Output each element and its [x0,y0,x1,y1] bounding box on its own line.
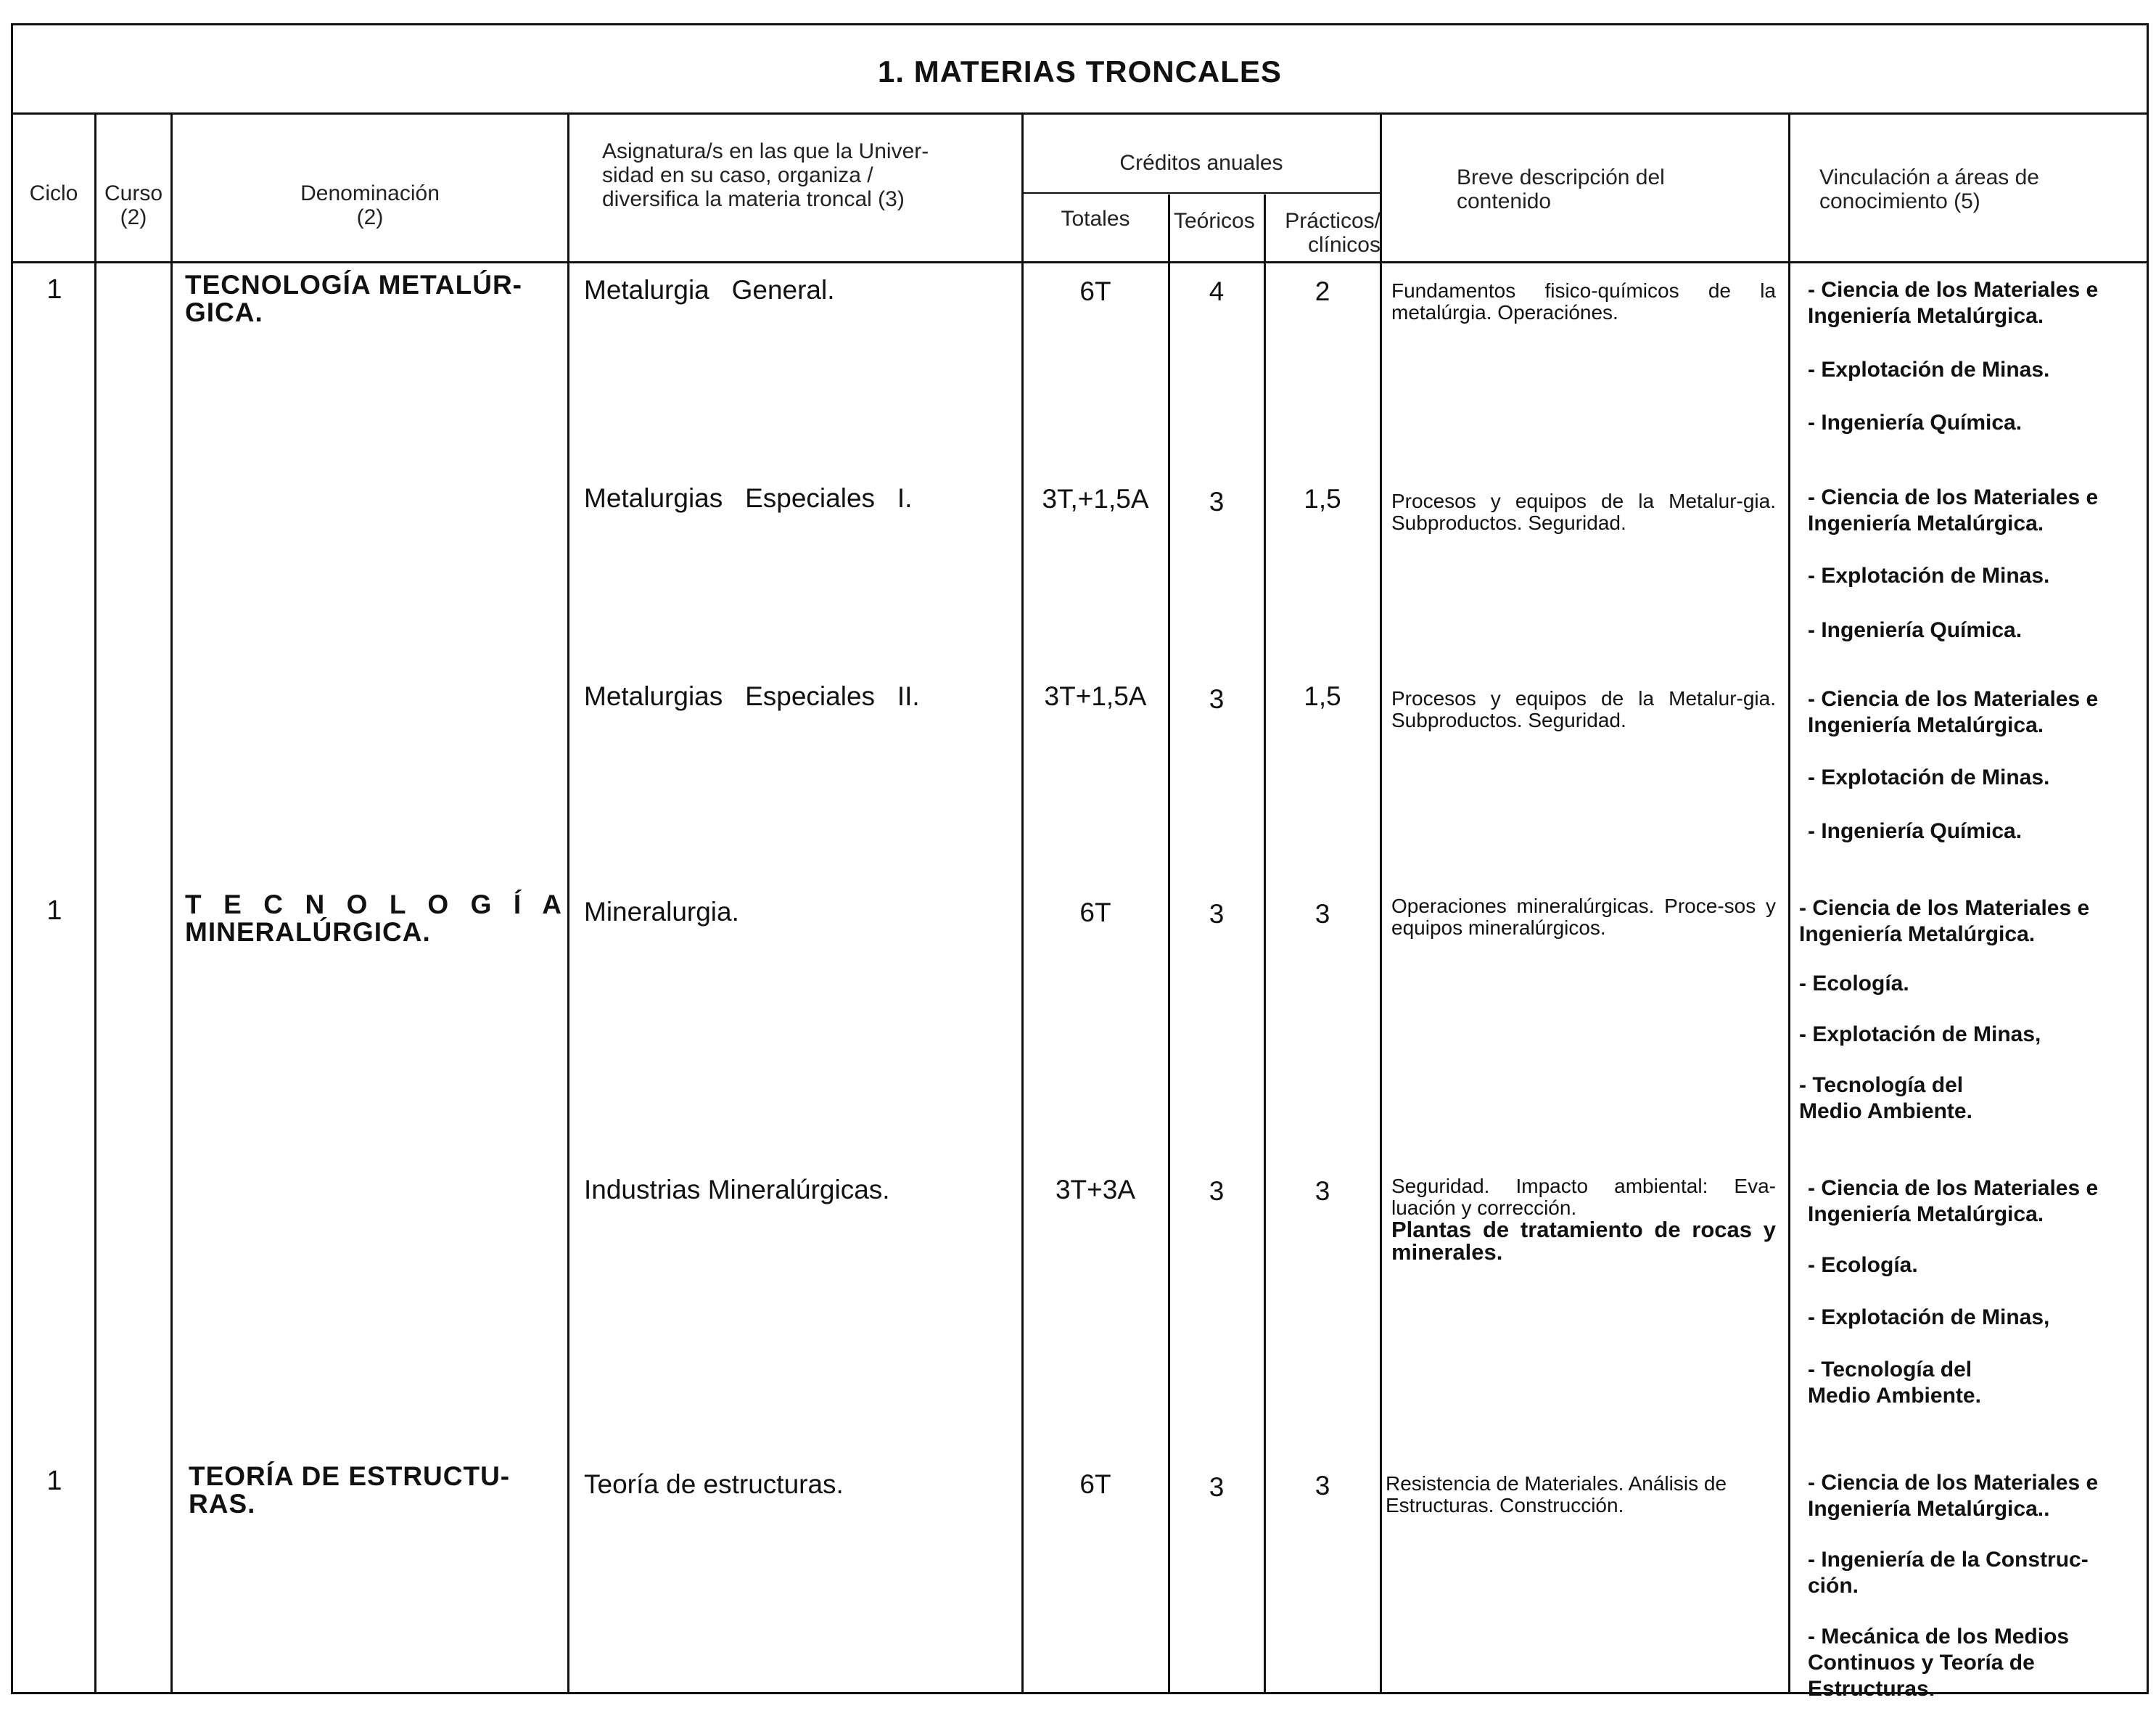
row6-descripcion: Resistencia de Materiales. Análisis de Estructuras. Construcción. [1386,1472,1727,1516]
header-denominacion-note: (2) [356,205,384,229]
row6-vinculacion-3: - Mecánica de los Medios Continuos y Teoría de Estructuras. [1808,1625,2070,1701]
row2-totales: 3T,+1,5A [1042,484,1149,514]
row1-vinculacion-3: - Ingeniería Química. [1808,411,2023,435]
row5-vinculacion-1: - Ciencia de los Materiales e Ingeniería Metalúrgica. [1808,1176,2099,1226]
creditos-header-divider [1023,192,1382,194]
header-curso [96,181,170,229]
row4-descripcion: Operaciones mineralúrgicas. Proce-sos y equipos mineralúrgicos. [1391,895,1776,939]
row4-teoricos: 3 [1209,899,1225,929]
row3-vinculacion-3: - Ingeniería Química. [1808,819,2023,843]
row5-descripcion [1391,1175,1776,1264]
row4-vinculacion-1: - Ciencia de los Materiales e Ingeniería Metalúrgica. [1799,896,2090,946]
header-practicos: Prácticos/ clínicos [1285,209,1381,257]
row5-vinculacion-2: - Ecología. [1808,1253,1918,1277]
col-divider-descripcion [1788,112,1790,1694]
header-denominacion-label: Denominación [300,181,440,205]
row6-asignatura: Teoría de estructuras. [584,1469,844,1499]
row3-teoricos: 3 [1209,684,1225,714]
row5-asignatura: Industrias Mineralúrgicas. [584,1175,890,1204]
row6-vinculacion-1: - Ciencia de los Materiales e Ingeniería Metalúrgica.. [1808,1471,2099,1521]
row4-vinculacion-4: - Tecnología del Medio Ambiente. [1799,1073,1972,1123]
header-asignaturas: Asignatura/s en las que la Univer- sidad en su caso, organiza / diversifica la materia troncal (3) [602,139,929,211]
row4-vinculacion-3: - Explotación de Minas, [1799,1022,2041,1046]
row2-vinculacion-1: - Ciencia de los Materiales e Ingeniería Metalúrgica. [1808,485,2099,535]
row3-vinculacion-2: - Explotación de Minas. [1808,765,2050,789]
row2-teoricos: 3 [1209,487,1225,517]
row3-practicos: 1,5 [1304,681,1341,711]
header-vinculacion: Vinculación a áreas de conocimiento (5) [1819,165,2039,213]
col-divider-denominacion [567,112,569,1694]
row6-teoricos: 3 [1209,1472,1225,1502]
row2-vinculacion-3: - Ingeniería Química. [1808,618,2023,642]
row6-denominacion: TEORÍA DE ESTRUCTU- RAS. [189,1461,511,1519]
header-creditos: Créditos anuales [1119,151,1283,175]
row5-teoricos: 3 [1209,1176,1225,1206]
row5-descripcion-bold: Plantas de tratamiento de rocas y minerales. [1391,1217,1776,1265]
row6-totales: 6T [1079,1469,1111,1499]
header-curso-label: Curso [104,181,163,205]
row3-asignatura: Metalurgias Especiales II. [584,681,920,711]
row4-totales: 6T [1079,898,1111,927]
row2-vinculacion-2: - Explotación de Minas. [1808,564,2050,588]
title-bottom-border [11,112,2149,115]
row1-totales: 6T [1079,276,1111,306]
row4-vinculacion-2: - Ecología. [1799,972,1909,995]
row1-ciclo: 1 [46,274,62,305]
row5-vinculacion-4: - Tecnología del Medio Ambiente. [1808,1358,1981,1408]
header-denominacion [173,181,567,229]
row5-totales: 3T+3A [1055,1175,1136,1204]
row3-totales: 3T+1,5A [1044,681,1147,711]
row2-asignatura: Metalurgias Especiales I. [584,483,913,513]
row4-ciclo: 1 [46,895,62,926]
row6-vinculacion-2: - Ingeniería de la Construc-ción. [1808,1548,2089,1598]
top-border [11,23,2149,25]
row6-practicos: 3 [1314,1471,1330,1501]
row4-denominacion-line1: T E C N O L O G Í A [185,890,562,919]
row3-vinculacion-1: - Ciencia de los Materiales e Ingeniería Metalúrgica. [1808,687,2099,737]
row4-practicos: 3 [1314,899,1330,929]
row4-denominacion-line2: MINERALÚRGICA. [185,917,431,947]
row2-practicos: 1,5 [1304,484,1341,514]
row6-ciclo: 1 [46,1466,62,1496]
row4-asignatura: Mineralurgia. [584,897,739,927]
left-border [11,23,13,1694]
row1-vinculacion-1: - Ciencia de los Materiales e Ingeniería Metalúrgica. [1808,278,2099,328]
row2-descripcion: Procesos y equipos de la Metalur-gia. Subproductos. Seguridad. [1391,490,1776,534]
col-divider-creditos [1380,112,1382,1694]
row1-asignatura: Metalurgia General. [584,275,835,305]
row1-teoricos: 4 [1209,276,1225,306]
row1-vinculacion-2: - Explotación de Minas. [1808,358,2050,382]
row5-vinculacion-3: - Explotación de Minas, [1808,1305,2050,1329]
row1-practicos: 2 [1314,276,1330,306]
header-descripcion: Breve descripción del contenido [1457,165,1665,213]
row5-practicos: 3 [1314,1176,1330,1206]
col-divider-teoricos [1264,194,1266,1694]
header-totales: Totales [1061,207,1130,231]
header-curso-note: (2) [120,205,147,229]
right-border [2147,23,2149,1694]
col-divider-curso [170,112,173,1694]
header-teoricos: Teóricos [1174,209,1255,233]
header-ciclo: Ciclo [29,181,78,205]
row1-denominacion: TECNOLOGÍA METALÚR- GICA. [185,270,523,327]
row1-descripcion: Fundamentos fisico-químicos de la metalúrgia. Operaciónes. [1391,279,1776,324]
page-title: 1. MATERIAS TRONCALES [878,54,1282,89]
header-bottom-border [11,261,2149,263]
row3-descripcion: Procesos y equipos de la Metalur-gia. Subproductos. Seguridad. [1391,687,1776,731]
col-divider-ciclo [94,112,96,1694]
row5-descripcion-text: Seguridad. Impacto ambiental: Eva-luación y corrección. [1391,1175,1776,1219]
col-divider-totales [1168,194,1170,1694]
